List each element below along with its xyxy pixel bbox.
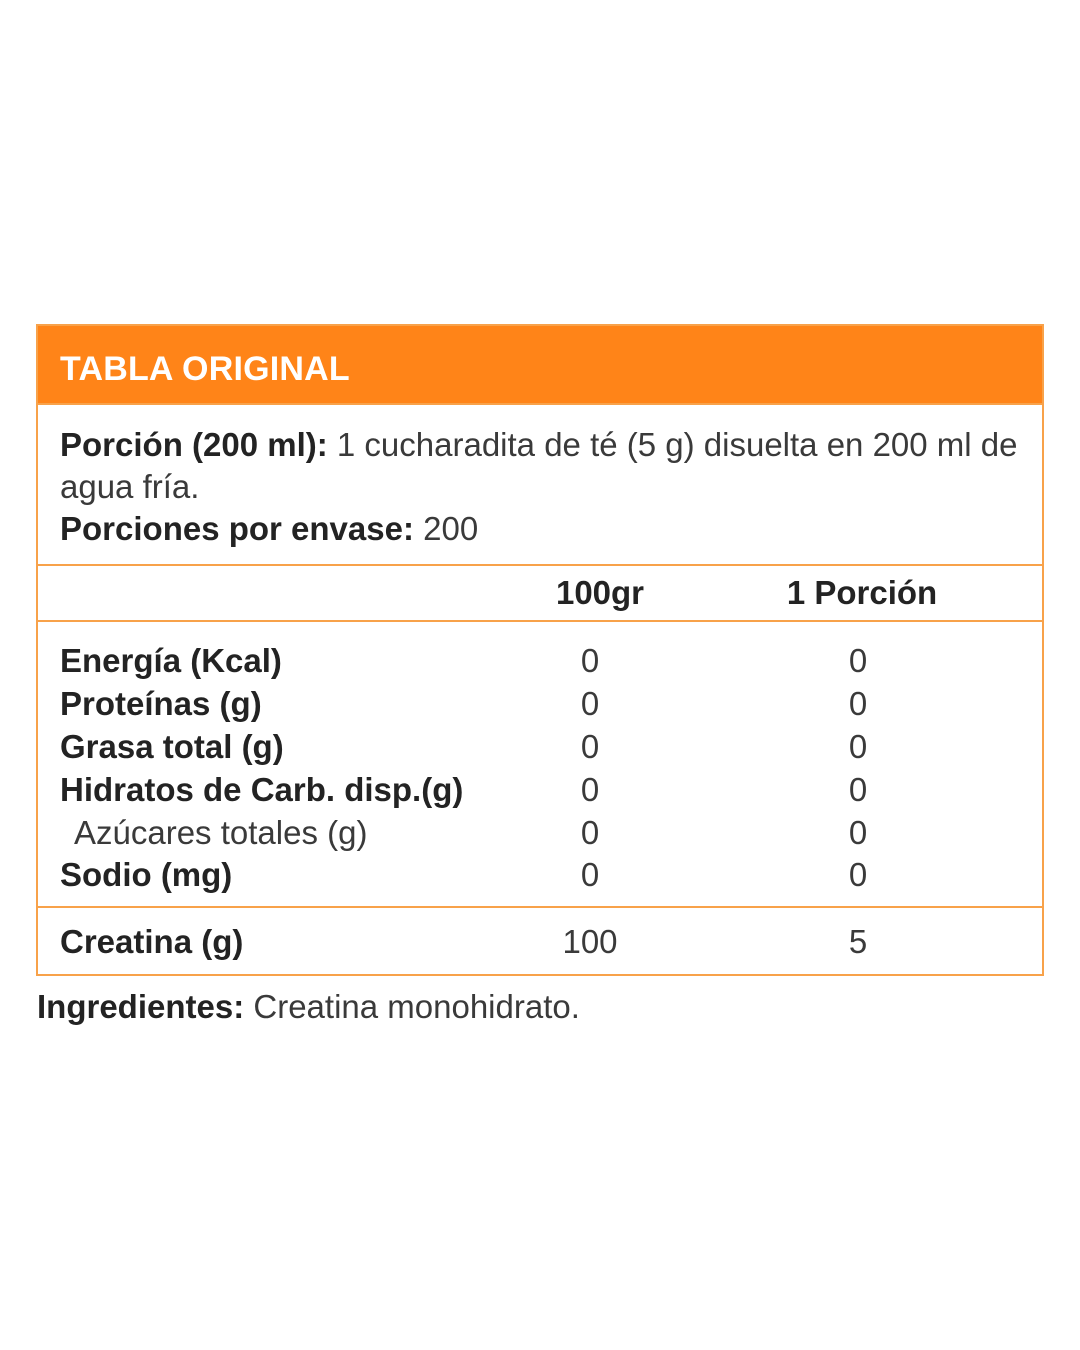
nutrient-value-portion: 0 [848, 642, 868, 679]
nutrient-value-100gr: 0 [580, 856, 600, 893]
nutrient-value-100gr: 0 [580, 814, 600, 851]
divider [38, 564, 1042, 566]
table-title: TABLA ORIGINAL [60, 350, 350, 388]
ingredients [37, 986, 580, 1028]
nutrient-name: Hidratos de Carb. disp.(g) [60, 771, 464, 808]
table-header [38, 326, 1042, 405]
creatine-value-100gr: 100 [562, 923, 618, 960]
nutrient-value-portion: 0 [848, 685, 868, 722]
nutrient-name: Sodio (mg) [60, 856, 233, 893]
nutrient-value-portion: 0 [848, 856, 868, 893]
nutrient-value-portion: 0 [848, 728, 868, 765]
creatine-value-portion: 5 [848, 923, 868, 960]
nutrient-value-100gr: 0 [580, 685, 600, 722]
nutrient-value-100gr: 0 [580, 771, 600, 808]
serving-line-1 [60, 424, 1018, 466]
divider [38, 906, 1042, 908]
ingredients-label: Ingredientes: [37, 988, 245, 1025]
nutrition-table [36, 324, 1044, 976]
servings-per-container [60, 508, 478, 550]
creatine-name: Creatina (g) [60, 923, 244, 960]
servings-per-container-label: Porciones por envase: [60, 510, 414, 547]
nutrient-name-sub: Azúcares totales (g) [74, 814, 368, 851]
serving-text-2: agua fría. [60, 468, 200, 505]
ingredients-text: Creatina monohidrato. [253, 988, 580, 1025]
nutrient-name: Grasa total (g) [60, 728, 284, 765]
nutrient-name: Proteínas (g) [60, 685, 262, 722]
nutrient-value-100gr: 0 [580, 642, 600, 679]
servings-per-container-value: 200 [423, 510, 479, 547]
nutrient-name: Energía (Kcal) [60, 642, 282, 679]
nutrient-value-portion: 0 [848, 771, 868, 808]
nutrient-value-portion: 0 [848, 814, 868, 851]
column-header-portion: 1 Porción [786, 574, 938, 611]
serving-text-1: 1 cucharadita de té (5 g) disuelta en 200 ml de [336, 426, 1018, 463]
nutrient-value-100gr: 0 [580, 728, 600, 765]
column-header-100gr: 100gr [555, 574, 645, 611]
serving-label: Porción (200 ml): [60, 426, 328, 463]
divider [38, 620, 1042, 622]
